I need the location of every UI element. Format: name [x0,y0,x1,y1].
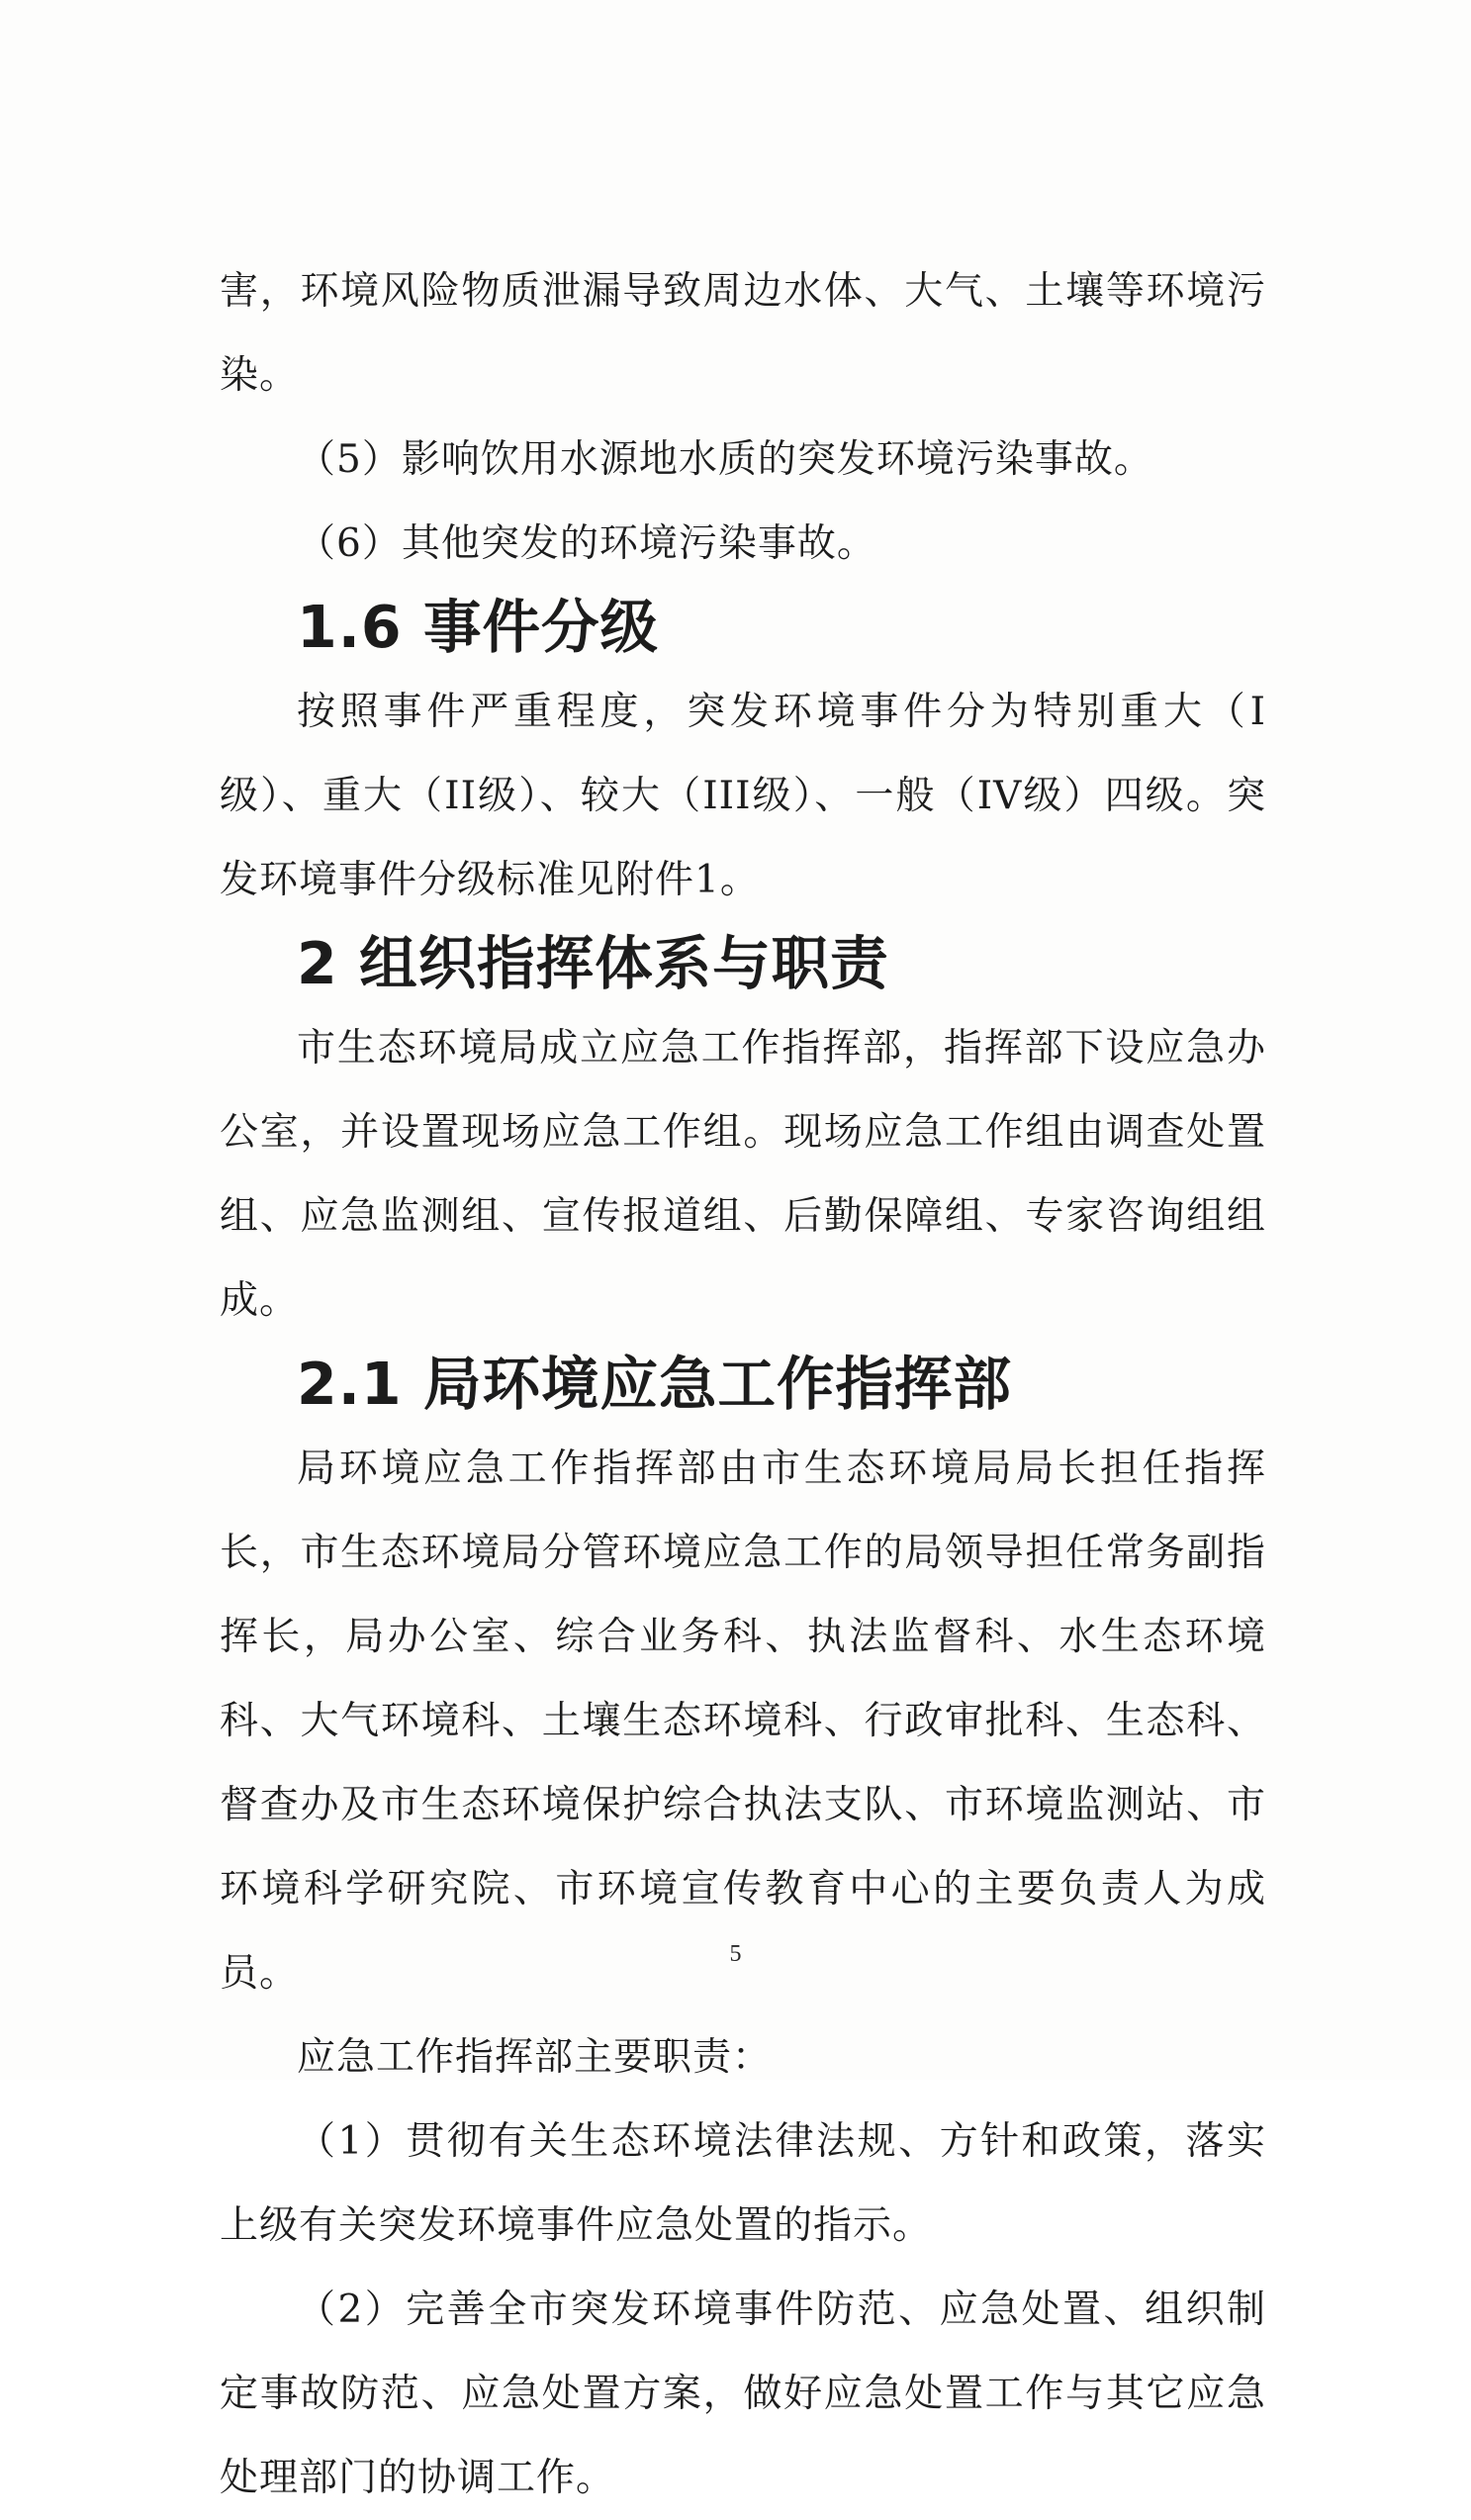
paragraph-duty-2: （2）完善全市突发环境事件防范、应急处置、组织制定事故防范、应急处置方案，做好应急处置工作与其它应急处理部门的协调工作。 [220,2287,1266,2500]
paragraph-item-5: （5）影响饮用水源地水质的突发环境污染事故。 [297,437,1153,482]
page-number: 5 [729,1941,742,1967]
paragraph-duties-intro: 应急工作指挥部主要职责： [297,2035,773,2080]
section-heading-2: 2 组织指挥体系与职责 [297,930,889,997]
section-heading-1-6: 1.6 事件分级 [297,594,659,661]
paragraph-command-members: 局环境应急工作指挥部由市生态环境局局长担任指挥长，市生态环境局分管环境应急工作的局领导担任常务副指挥长，局办公室、综合业务科、执法监督科、水生态环境科、大气环境科、土壤生态环境科、行政审批科、生态科、督查办及市生态环境保护综合执法支队、市环境监测站、市环境科学研究院、市环境宣传教育中心的主要负责人为成员。 [220,1447,1266,1996]
document-body [220,249,1266,2520]
paragraph-duty-1: （1）贯彻有关生态环境法律法规、方针和政策，落实上级有关突发环境事件应急处置的指示。 [220,2119,1266,2248]
paragraph-item-6: （6）其他突发的环境污染事故。 [297,521,876,566]
paragraph-continuation: 害，环境风险物质泄漏导致周边水体、大气、土壤等环境污染。 [220,269,1266,398]
section-heading-2-1: 2.1 局环境应急工作指挥部 [297,1351,1012,1418]
paragraph-command-structure: 市生态环境局成立应急工作指挥部，指挥部下设应急办公室，并设置现场应急工作组。现场应急工作组由调查处置组、应急监测组、宣传报道组、后勤保障组、专家咨询组组成。 [220,1026,1266,1323]
paragraph-event-levels: 按照事件严重程度，突发环境事件分为特别重大（I级）、重大（II级）、较大（III级）、一般（IV级）四级。突发环境事件分级标准见附件1。 [220,690,1266,902]
